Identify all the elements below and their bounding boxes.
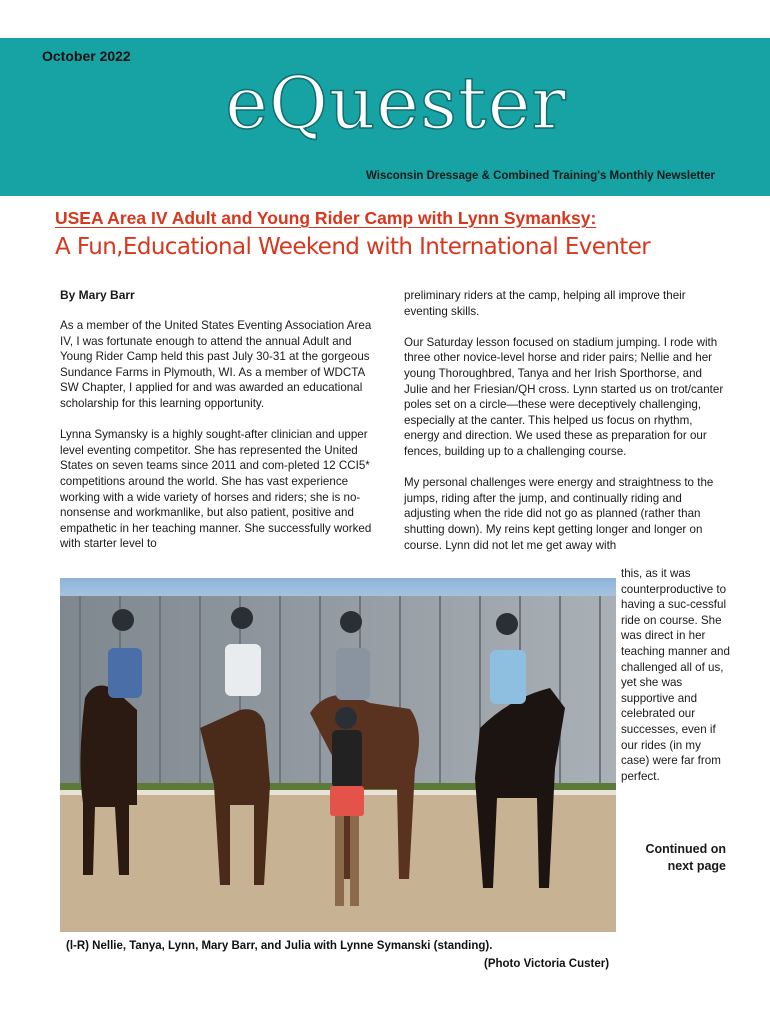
newsletter-tagline: Wisconsin Dressage & Combined Training's Monthly Newsletter — [366, 170, 715, 182]
equester-logo — [196, 58, 596, 150]
continued-notice: Continued on next page — [645, 842, 726, 873]
photo-caption: (l-R) Nellie, Tanya, Lynn, Mary Barr, and Julia with Lynne Symanski (standing). — [66, 940, 493, 952]
paragraph: As a member of the United States Eventing Association Area IV, I was fortunate enough to attend the annual Adult and Young Rider Camp held this past July 30-31 at the gorgeous Sundance Farms in Plymouth, WI. As a member of WDCTA SW Chapter, I applied for and was awarded an educational scholarship for this learning opportunity. — [60, 319, 372, 410]
article-column-narrow — [621, 566, 731, 800]
paragraph: My personal challenges were energy and straightness to the jumps, riding after the jump, and continually riding and adjusting when the ride did not go as planned (rather than shutting down). My reins kept getting longer and longer on course. Lynn did not let me get away with — [404, 476, 714, 552]
logo-text: eQuester — [225, 61, 567, 145]
paragraph: Our Saturday lesson focused on stadium jumping. I rode with three other novice-level horse and rider pairs; Nellie and her young Thoroughbred, Tanya and her Irish Sporthorse, and Julie and her Friesian/QH cross. Lynn started us on trot/canter poles set on a circle—these were deceptively challenging, especially at the canter. This helped us focus on rhythm, energy and direction. We used these as preparation for our fences, building up to a challenging course. — [404, 335, 724, 458]
article-byline: By Mary Barr — [60, 288, 135, 302]
issue-date: October 2022 — [42, 48, 131, 64]
masthead — [0, 38, 770, 196]
group-photo — [60, 578, 616, 932]
article-column-right — [404, 288, 726, 569]
article-headline: A Fun,Educational Weekend with International Eventer — [55, 234, 651, 260]
photo-credit: (Photo Victoria Custer) — [484, 958, 610, 970]
article-column-left — [60, 318, 385, 568]
photo-illustration — [60, 578, 616, 932]
article-kicker: USEA Area IV Adult and Young Rider Camp with Lynn Symanksy: — [55, 208, 597, 228]
paragraph: this, as it was counterproductive to having a suc-cessful ride on course. She was direct in her teaching manner and challenged all of us, yet she was supportive and celebrated our successes, even if our rides (in my case) were far from perfect. — [621, 567, 730, 783]
paragraph: preliminary riders at the camp, helping all improve their eventing skills. — [404, 289, 686, 318]
paragraph: Lynna Symansky is a highly sought-after clinician and upper level eventing competitor. She has represented the United States on seven teams since 2011 and com-pleted 12 CCI5* competitions around the world. She has vast experience working with a wide variety of horses and riders; she is no-nonsense and workmanlike, but also patient, positive and empathetic in her teaching manner. She successfully worked with starter level to — [60, 428, 372, 551]
